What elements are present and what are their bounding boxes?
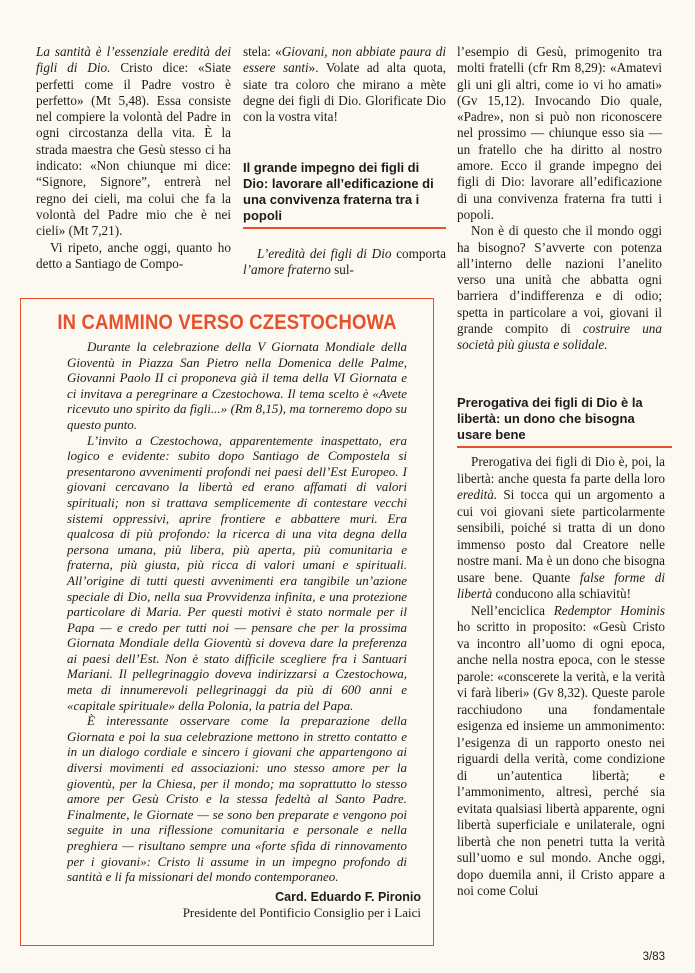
col3-p4-start: Nell’enciclica [471,602,554,618]
page-number: 3/83 [642,951,665,963]
col2-p1-end: ». Volate ad alta quota, siate tra coloro che mirano a mète degne dei figli di Dio. Glorificate Dio con la vostra vita! [243,60,446,125]
sidebar-box [20,298,434,946]
col2-paragraph-2 [243,246,446,279]
col3-heading-block [457,395,672,448]
col3-p3-italic: eredità. [457,487,498,502]
col3-heading: Prerogativa dei figli di Dio è la libertà: un dono che bisogna usare bene [457,395,643,442]
col3-body [457,454,665,900]
box-paragraph-1: Durante la celebrazione della V Giornata Mondiale della Gioventù in Piazza San Pietro nella Domenica delle Palme, Giovanni Paolo II ci proponeva già il tema della VI Giornata e ci invitava a peregrinare a Czestochowa. Il tema scelto è «Avete ricevuto uno spirito da figli...» (Rm 8,15), ma torneremo dopo su questo punto. [67,339,407,432]
col1-paragraph-2: Vi ripeto, anche oggi, quanto ho detto a Santiago de Compo- [36,239,231,271]
heading-rule [457,446,672,448]
col3-p3-mid: Si tocca qui un argomento a cui voi giovani siete particolarmente sensibili, poiché si tratta di un dono immenso posto dal Creatore nelle nostre mani. Ma è un dono che bisogna usare bene. Quante [457,487,665,585]
column-3 [457,44,662,354]
col3-p3-start: Prerogativa dei figli di Dio è, poi, la libertà: anche questa fa parte della loro [457,454,665,486]
heading-rule [243,227,446,229]
column-1 [36,44,231,272]
col2-heading-block [243,160,446,229]
box-title: IN CAMMINO VERSO CZESTOCHOWA [57,311,397,334]
col3-p2-italic: costruire una società più giusta e solidale. [457,321,662,353]
col2-p2-italic2: l’amore fraterno [243,262,331,278]
col3-p3-end: conducono alla schiavitù! [492,586,631,601]
col2-p2-italic1: L’eredità dei figli di Dio [257,246,392,261]
col3-p2-start: Non è di questo che il mondo oggi ha bisogno? S’avverte con potenza all’interno delle nazioni l’anelito verso una unità che abbatta ogni barriera d’indifferenza e di odio; spetta in particolare a voi, giovani il grande compito di [457,223,662,337]
signature-title: Presidente del Pontificio Consiglio per i Laici [182,905,421,920]
column-2 [243,44,446,125]
col2-p2-mid: comporta [391,246,446,261]
col1-lead-italic: La santità è l’essenziale eredità dei figli di Dio. [36,44,231,76]
box-body [67,339,407,885]
signature-name: Card. Eduardo F. Pironio [275,890,421,904]
col2-quote-italic: Giovani, non abbiate paura di essere santi [243,44,446,76]
col1-paragraph-1: Cristo dice: «Siate perfetti come il Padre vostro è perfetto» (Mt 5,48). Essa consiste nel compiere la volontà del Padre in ogni circostanza della vita. È la strada maestra che Gesù stesso ci ha indicato: «Non chiunque mi dice: “Signore, Signore”, entrerà nel regno dei cieli, ma colui che fa la volontà del Padre mio che è nei cieli» (Mt 7,21). [36,60,231,239]
col2-heading: Il grande impegno dei figli di Dio: lavorare all’edificazione di una convivenza fraterna tra i popoli [243,160,434,223]
box-paragraph-3: È interessante osservare come la preparazione della Giornata e poi la sua celebrazione mettono in stretto contatto e in un dialogo cordiale e sincero i giovani che appartengono ai diversi movimenti ed associazioni: uno stesso amore per la gioventù, per la Chiesa, per il mondo; ma soprattutto lo stesso amore per Gesù Cristo e la stessa fedeltà al Santo Padre. Finalmente, le Giornate — se sono ben preparate e vengono poi seguite in una riflessione comunitaria e personale e nella preghiera — risultano sempre una «forte sfida di rinnovamento per i giovani»: Cristo li assume in un impegno profondo di santità e li fa missionari del mondo contemporaneo. [67,713,407,885]
col2-p2-end: sul- [330,262,354,278]
signature [183,889,421,921]
col3-p3-italic2: false forme di libertà [457,569,665,601]
col3-p4-italic: Redemptor Hominis [553,602,666,618]
col3-paragraph-1: l’esempio di Gesù, primogenito tra molti fratelli (cfr Rm 8,29): «Amatevi gli uni gli altri, come io vi ho amati» (Gv 15,12). Invocando Dio quale, «Padre», non si può non riconoscere nel prossimo — chiunque esso sia — un fratello che ha diritto al nostro amore. Ecco il grande impegno dei figli di Dio: lavorare all’edificazione di una convivenza fraterna fra tutti i popoli. [457,44,662,222]
col3-p4-end: ho scritto in proposito: «Gesù Cristo va incontro all’uomo di ogni epoca, anche nella nostra epoca, con le stesse parole: «conscerete la verità, e la verità vi farà liberi» (Gv 8,32). Queste parole racchiudono una fondamentale esigenza ed insieme un ammonimento: l’esigenza di un rapporto onesto nei riguardi della verità, come condizione di un’autentica libertà; e l’ammonimento, altresì, perché sia evitata qualsiasi libertà apparente, ogni libertà superficiale e unilaterale, ogni libertà che non penetri tutta la verità sull’uomo e sul mondo. Anche oggi, dopo duemila anni, il Cristo appare a noi come Colui [457,619,665,898]
col2-p1-start: stela: « [243,44,282,59]
box-paragraph-2: L’invito a Czestochowa, apparentemente inaspettato, era logico e evidente: subito dopo Santiago de Compostela si presentarono avvenimenti profondi nei paesi dell’Est Europeo. I giovani cercavano la libertà ed erano affamati di valori spirituali; non si trattava semplicemente di contestare vecchi sistemi oppressivi, aprire frontiere e abbattere muri. Era qualcosa di più profondo: la ricerca di una vita degna della persona umana, più libera, più aperta, più comunitaria e fraterna, più giusta, più ricca di valori umani e spirituali. All’origine di tutti questi avvenimenti era tangibile un’azione speciale di Dio, nella sua Provvidenza infinita, e una protezione particolare di Maria. Per questi motivi è stato normale per il Papa — e credo per tutti noi — pensare che per la prossima Giornata Mondiale della Gioventù si doveva dare la preferenza ai paesi dell’Est. Non è stato difficile scegliere fra i Santuari Mariani. Il pellegrinaggio doveva indirizzarsi a Czestochowa, meta di innumerevoli pellegrinaggi da più di 600 anni e «capitale spirituale» della Polonia, la patria del Papa. [67,432,407,713]
